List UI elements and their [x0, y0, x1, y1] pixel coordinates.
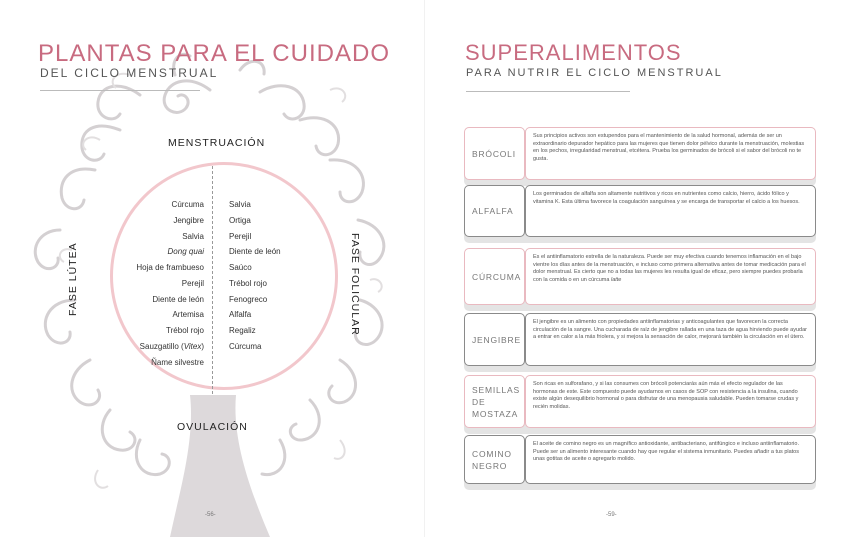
follicular-plant-list — [229, 197, 329, 355]
table-row — [464, 435, 816, 484]
page-number: -56- — [205, 512, 216, 518]
list-item: Perejil — [229, 231, 252, 241]
page-title: SUPERALIMENTOS — [465, 40, 682, 65]
list-item: Artemisa — [172, 310, 204, 320]
food-label-box — [464, 375, 525, 428]
table-row — [464, 313, 816, 366]
phase-ovulacion: OVULACIÓN — [177, 421, 248, 433]
page-number: -59- — [606, 512, 617, 518]
list-item: Jengibre — [173, 215, 204, 225]
food-label: ALFALFA — [472, 206, 514, 216]
food-description: Sus principios activos son estupendos para el mantenimiento de la salud hormonal, además de ser un extraordinario depurador hepático para las mujeres que tienen dolor pélvico durante la menstruación, molestias en los pechos, irregularidad menstrual, etcétera. Prueba los germinados de brócoli si el sabor del brócoli no te gusta. — [533, 133, 805, 162]
table-row — [464, 185, 816, 237]
page-title: PLANTAS PARA EL CUIDADO — [38, 40, 390, 67]
luteal-plant-list — [110, 197, 204, 370]
table-row — [464, 375, 816, 428]
list-item: Salvia — [182, 231, 204, 241]
food-description: Son ricas en sulforafano, y si las consumes con brócoli potenciarás aún más el efecto regulador de las hormonas de este. Este compuesto puede ayudarnos en casos de SOP con resistencia a la insulina, cuando existe algún desequilibrio hormonal o para disfrutar de una menopausia saludable. Pueden tomarse crudas y recién molidas. — [533, 381, 799, 410]
food-description: Es el antiinflamatorio estrella de la naturaleza. Puede ser muy efectiva cuando tenemos inflamación en el bajo vientre los días antes de la menstruación, e incluso como primera alternativa antes de tomar medicación para el dolor menstrual. Es cierto que no a todas las mujeres les resulta igual de eficaz, pero siempre puedes probarla con la comida o en un cúrcuma latte — [533, 254, 806, 283]
table-row — [464, 127, 816, 180]
list-item: Cúrcuma — [171, 200, 204, 209]
list-item: Ortiga — [229, 215, 251, 225]
table-row — [464, 248, 816, 305]
title-underline — [466, 91, 630, 92]
food-label: COMINO NEGRO — [472, 448, 512, 471]
food-description: Los germinados de alfalfa son altamente nutritivos y ricos en nutrientes como calcio, hierro, ácido fólico y vitamina K. Esta última favorece la coagulación sanguínea y se encarga de transportar el calcio a los huesos. — [533, 191, 800, 205]
food-label-box — [464, 435, 525, 484]
page-subtitle: DEL CICLO MENSTRUAL — [40, 66, 219, 80]
list-item: Saúco — [229, 263, 252, 272]
list-item: Diente de león — [152, 294, 204, 304]
list-item: Regaliz — [229, 326, 256, 335]
list-item: Hoja de frambueso — [136, 263, 204, 272]
food-description: El aceite de comino negro es un magnífico antioxidante, antibacteriano, antifúngico e incluso antiinflamatorio. Puede ser un alimento interesante cuando hay que regular el sistema inmunitario. Puedes añadir a tus platos unas gotitas de aceite o agregarlo molido. — [533, 441, 799, 462]
food-label: SEMILLAS DE MOSTAZA — [472, 384, 520, 419]
page-subtitle: PARA NUTRIR EL CICLO MENSTRUAL — [466, 67, 723, 79]
food-label-box — [464, 185, 525, 237]
food-description-box — [525, 127, 816, 180]
cycle-divider — [212, 166, 213, 394]
phase-menstruacion: MENSTRUACIÓN — [168, 137, 266, 149]
food-label-box — [464, 313, 525, 366]
food-label-box — [464, 248, 525, 305]
food-description-box — [525, 435, 816, 484]
food-label: CÚRCUMA — [472, 271, 522, 282]
food-description-box — [525, 248, 816, 305]
phase-fase-folicular: FASE FOLICULAR — [349, 233, 361, 336]
list-item: Trébol rojo — [166, 326, 204, 335]
list-item: Alfalfa — [229, 310, 252, 320]
food-label: BRÓCOLI — [472, 148, 516, 159]
right-page — [425, 0, 850, 537]
list-item: Diente de león — [229, 247, 281, 257]
food-description-box — [525, 185, 816, 237]
food-description: El jengibre es un alimento con propiedades antiinflamatorias y anticoagulantes que favorecen la correcta circulación de la sangre. Una cucharada de raíz de jengibre rallada en una taza de agua hirviendo puede ayudar a entrar en calor a la más friolera, y si mejora la sensación de calor, mejorará también la circulación en el útero. — [533, 319, 807, 340]
list-item: Fenogreco — [229, 294, 268, 304]
list-item: Dong quai — [167, 247, 204, 257]
list-item: Ñame silvestre — [151, 357, 204, 367]
list-item: Sauzgatillo (Vitex) — [139, 341, 204, 351]
list-item: Trébol rojo — [229, 278, 267, 288]
list-item: Salvia — [229, 200, 251, 209]
phase-fase-lutea: FASE LÚTEA — [67, 242, 79, 316]
food-description-box — [525, 313, 816, 366]
list-item: Cúrcuma — [229, 341, 262, 351]
food-label-box — [464, 127, 525, 180]
food-description-box — [525, 375, 816, 428]
title-underline — [40, 90, 200, 91]
food-label: JENGIBRE — [472, 334, 521, 345]
list-item: Perejil — [181, 278, 204, 288]
